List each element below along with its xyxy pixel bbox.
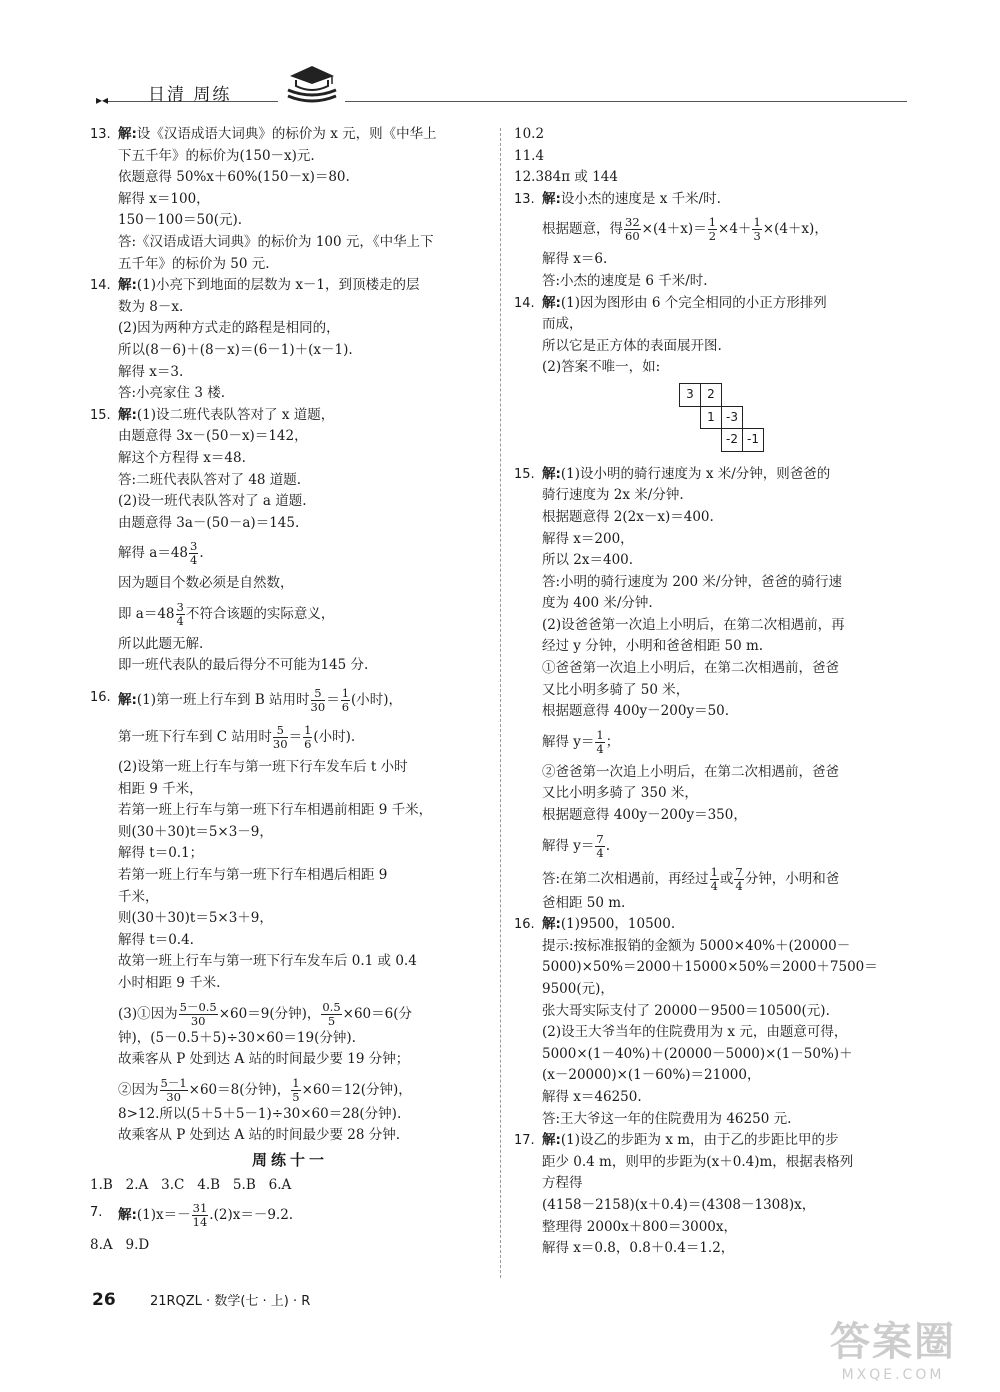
book-code: 21RQZL · 数学(七 · 上) · R [149,1294,311,1309]
section-title: 周练十一 [251,1150,328,1169]
net-cell: 1 [701,406,722,429]
answers-1-6: 1.B 2.A 3.C 4.B 5.B 6.A [90,1176,292,1193]
fraction: $\frac{3}{4}$ [190,539,198,568]
left-column: 13. 解:设《汉语成语大词典》的标价为 x 元，则《中华上 下五千年》的标价为(150－x)元. 依题意得 50%x＋60%(150－x)＝80. 解得 x＝100， 150－100＝50(元). 答:《汉语成语大词典》的标价为 100 元，《中华上下 五千年》的标价为 50 元. 14. 解:(1)小亮下到地面的层数为 x－1，到顶楼走的层 数为 8－x. (2)因为两种方式走的路程是相同的， 所以(8－6)＋(8－x)＝(6－1)＋(x－1). 解得 x＝3. 答:小亮家住 3 楼. 15. 解:(1)设二班代表队答对了 x 道题， 由题意得 3x－(50－x)＝142， 解这个方程得 x＝48. 答:二班代表队答对了 48 道题. (2)设一班代表队答对了 a 道题. 由题意得 3a－(50－a)＝145. 解得 a＝48 $\frac{3}{4}$ . 因为题目个数必须是自然数， 即 a＝48 $\frac{3}{4}$ 不符合该题的实际意义， 所以此题无解. 即一班代表队的最后得分不可能为145 分. 16. 解:(1)第一班上行车到 B 站用时 $\frac{5}{30}$ ＝ $\frac{1}{6}$ (小时)， 第一班下行车到 C 站用时 $\frac{5}{30}$ ＝ $\frac{1}{6}$ (小时). (2)设第一班上行车与第一班下行车发车后 t 小时 相距 9 千米， 若第一班上行车与第一班下行车相遇前相距 9 千米， 则(30＋30)t＝5×3－9， 解得 t＝0.1； 若第一班上行车与第一班下行车相遇后相距 9 千米， 则(30＋30)t＝5×3＋9， 解得 t＝0.4. 故第一班上行车与第一班下行车发车后 0.1 或 0.4 小时相距 9 千米. (3)①因为 $\frac{5-0.5}{30}$ ×60＝9(分钟)， $\frac{0.5}{5}$ ×60＝6(分 钟)，(5－0.5＋5)÷30×60＝19(分钟). 故乘客从 P 处到达 A 站的时间最少要 19 分钟； ②因为 $\frac{5-1}{30}$ ×60＝8(分钟)， $\frac{1}{5}$ ×60＝12(分钟)， 8>12.所以(5＋5＋5－1)÷30×60＝28(分钟). 故乘客从 P 处到达 A 站的时间最少要 28 分钟. 周练十一 1.B 2.A 3.C 4.B 5.B 6.A 7. 解:(1)x＝－ $\frac{31}{14}$ .(2)x＝－9.2. 8.A 9.D [90,124,490,1257]
problem-13-right: 13. 解:设小杰的速度是 x 千米/时. [514,190,721,207]
fraction: $\frac{3}{4}$ [176,599,184,628]
answer-10: 10.2 [514,126,545,142]
watermark-logo: 答案圈 [830,1319,956,1365]
watermark [830,1310,956,1383]
page-header [0,60,1000,108]
header-rule [345,101,907,102]
page-number: 26 [92,1290,116,1310]
problem-15-right: 15. 解:(1)设小明的骑行速度为 x 米/分钟，则爸爸的 [514,465,831,482]
arrow-icon: ▸◂ [96,93,109,107]
header-title: 日清 周练 [148,85,232,105]
answers-8-9: 8.A 9.D [90,1237,150,1254]
net-cell: 2 [701,383,722,406]
book-stack-logo-icon [282,62,342,106]
problem-13: 13. 解:设《汉语成语大词典》的标价为 x 元，则《中华上 [90,126,437,142]
net-cell: 3 [680,383,701,406]
net-cell: -3 [722,406,743,429]
answer-12: 12.384π 或 144 [514,169,618,186]
problem-7: 7. 解:(1)x＝－ $\frac{31}{14}$ .(2)x＝－9.2. [90,1201,294,1230]
problem-16-right: 16. 解:(1)9500，10500. [514,916,676,933]
net-cell: -2 [722,429,743,452]
watermark-url: MXQE.COM [841,1367,945,1383]
page-footer [92,1290,310,1310]
problem-14: 14. 解:(1)小亮下到地面的层数为 x－1，到顶楼走的层 [90,277,420,294]
cube-net-diagram [679,383,914,452]
right-column: 10.2 11.4 12.384π 或 144 13. 解:设小杰的速度是 x 千米/时. 根据题意，得 $\frac{32}{60}$ ×(4＋x)＝ $\frac{1}{2}$ ×4＋ $\frac{1}{3}$ ×(4＋x)， 解得 x＝6. 答:小杰的速度是 6 千米/时. 14. 解:(1)因为图形由 6 个完全相同的小正方形排列 而成， 所以它是正方体的表面展开图. (2)答案不唯一，如: 3 2 1 -3 -2 -1 15. 解:(1)设小明的骑行速度为 x 米/分钟，则爸爸的 骑行速度为 2x 米/分钟. 根据题意得 2(2x－x)＝400. 解得 x＝200， 所以 2x＝400. 答:小明的骑行速度为 200 米/分钟，爸爸的骑行速 度为 400 米/分钟. (2)设爸爸第一次追上小明后，在第二次相遇前，再 经过 y 分钟，小明和爸爸相距 50 m. ①爸爸第一次追上小明后，在第二次相遇前，爸爸 又比小明多骑了 50 米， 根据题意得 400y－200y＝50. 解得 y＝ $\frac{1}{4}$ ； ②爸爸第一次追上小明后，在第二次相遇前，爸爸 又比小明多骑了 350 米， 根据题意得 400y－200y＝350， 解得 y＝ $\frac{7}{4}$ . 答:在第二次相遇前，再经过 $\frac{1}{4}$ 或 $\frac{7}{4}$ 分钟，小明和爸 爸相距 50 m. 16. 解:(1)9500，10500. 提示:按标准报销的金额为 5000×40%＋(20000－ 5000)×50%＝2000＋15000×50%＝2000＋7500＝ 9500(元)， 张大哥实际支付了 20000－9500＝10500(元). (2)设王大爷当年的住院费用为 x 元，由题意可得， 5000×(1－40%)＋(20000－5000)×(1－50%)＋ (x－20000)×(1－60%)＝21000， 解得 x＝46250. 答:王大爷这一年的住院费用为 46250 元. 17. 解:(1)设乙的步距为 x m，由于乙的步距比甲的步 距少 0.4 m，则甲的步距为(x＋0.4)m，根据表格列 方程得 (4158－2158)(x＋0.4)＝(4308－1308)x， 整理得 2000x＋800＝3000x， 解得 x＝0.8，0.8＋0.4＝1.2， [514,124,914,1260]
problem-15: 15. 解:(1)设二班代表队答对了 x 道题， [90,406,335,423]
problem-17-right: 17. 解:(1)设乙的步距为 x m，由于乙的步距比甲的步 [514,1132,839,1149]
answer-11: 11.4 [514,147,545,164]
mixed-number-line: 解得 a＝48 $\frac{3}{4}$ . [118,539,204,568]
net-cell: -1 [743,429,764,452]
column-divider [500,128,501,1278]
problem-14-right: 14. 解:(1)因为图形由 6 个完全相同的小正方形排列 [514,294,827,311]
problem-16: 16. 解:(1)第一班上行车到 B 站用时 $\frac{5}{30}$ ＝ $\frac{1}{6}$ (小时)， [90,686,403,715]
